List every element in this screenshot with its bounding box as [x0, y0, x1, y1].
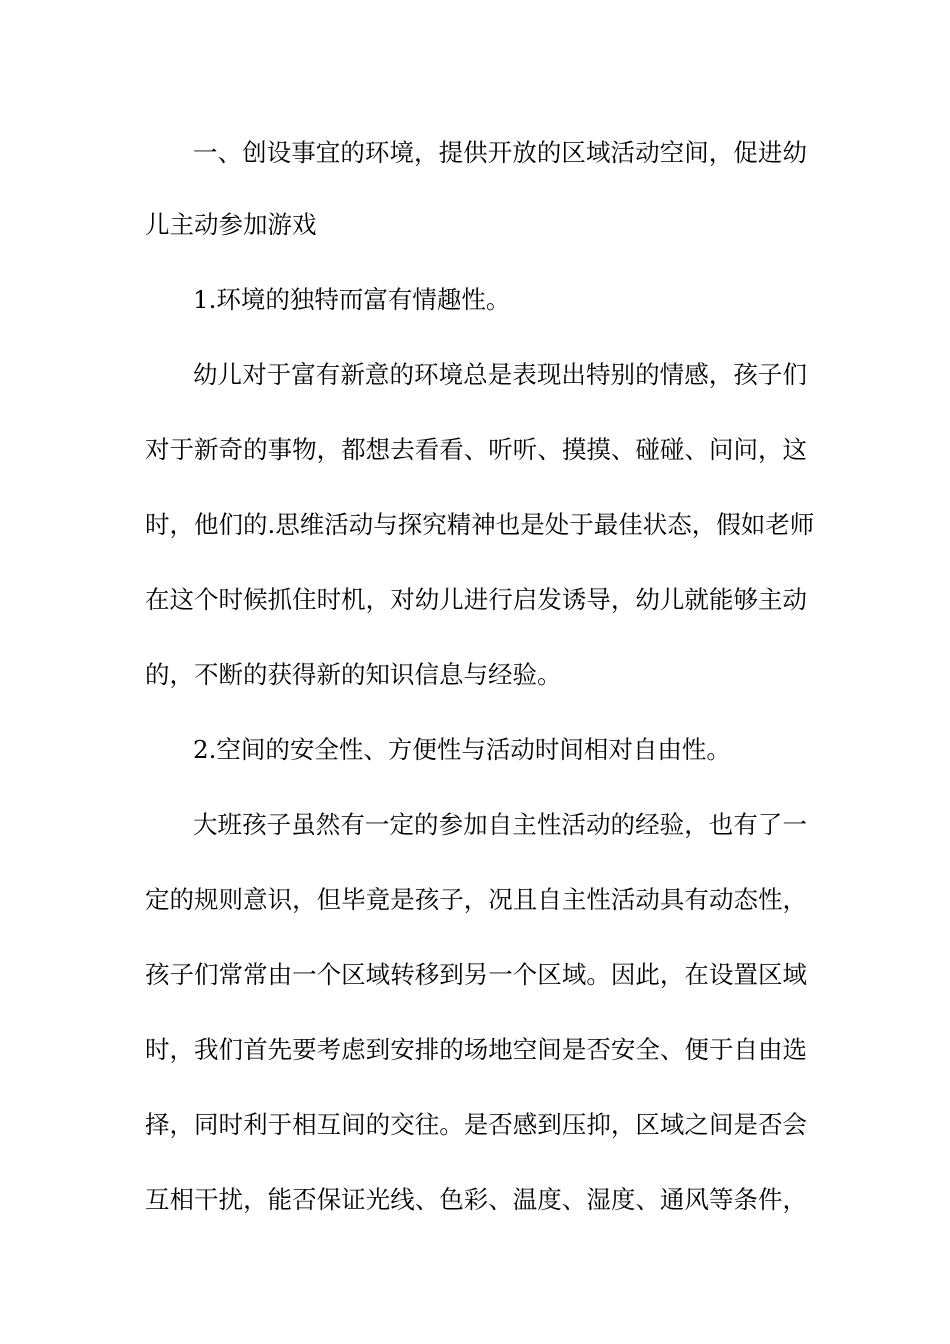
paragraph-1-line-3: 时，他们的.思维活动与探究精神也是处于最佳状态，假如老师: [145, 510, 815, 539]
subheading-2: 2.空间的安全性、方便性与活动时间相对自由性。: [193, 735, 731, 764]
paragraph-2-line-3: 孩子们常常由一个区域转移到另一个区域。因此，在设置区域: [145, 960, 807, 989]
paragraph-2-line-2: 定的规则意识，但毕竟是孩子，况且自主性活动具有动态性，: [145, 885, 807, 914]
section-heading-line-2: 儿主动参加游戏: [145, 210, 317, 239]
subheading-1: 1.环境的独特而富有情趣性。: [193, 285, 511, 314]
paragraph-1-line-2: 对于新奇的事物，都想去看看、听听、摸摸、碰碰、问问，这: [145, 435, 807, 464]
paragraph-1-line-1: 幼儿对于富有新意的环境总是表现出特别的情感，孩子们: [193, 360, 807, 389]
paragraph-1-line-5: 的，不断的获得新的知识信息与经验。: [145, 660, 562, 689]
paragraph-2-line-5: 择，同时利于相互间的交往。是否感到压抑，区域之间是否会: [145, 1110, 807, 1139]
section-heading-line-1: 一、创设事宜的环境，提供开放的区域活动空间，促进幼: [193, 138, 807, 167]
paragraph-1-line-4: 在这个时候抓住时机，对幼儿进行启发诱导，幼儿就能够主动: [145, 585, 807, 614]
paragraph-2-line-4: 时，我们首先要考虑到安排的场地空间是否安全、便于自由选: [145, 1035, 807, 1064]
paragraph-2-line-6: 互相干扰，能否保证光线、色彩、温度、湿度、通风等条件，: [145, 1185, 807, 1214]
paragraph-2-line-1: 大班孩子虽然有一定的参加自主性活动的经验，也有了一: [193, 810, 807, 839]
